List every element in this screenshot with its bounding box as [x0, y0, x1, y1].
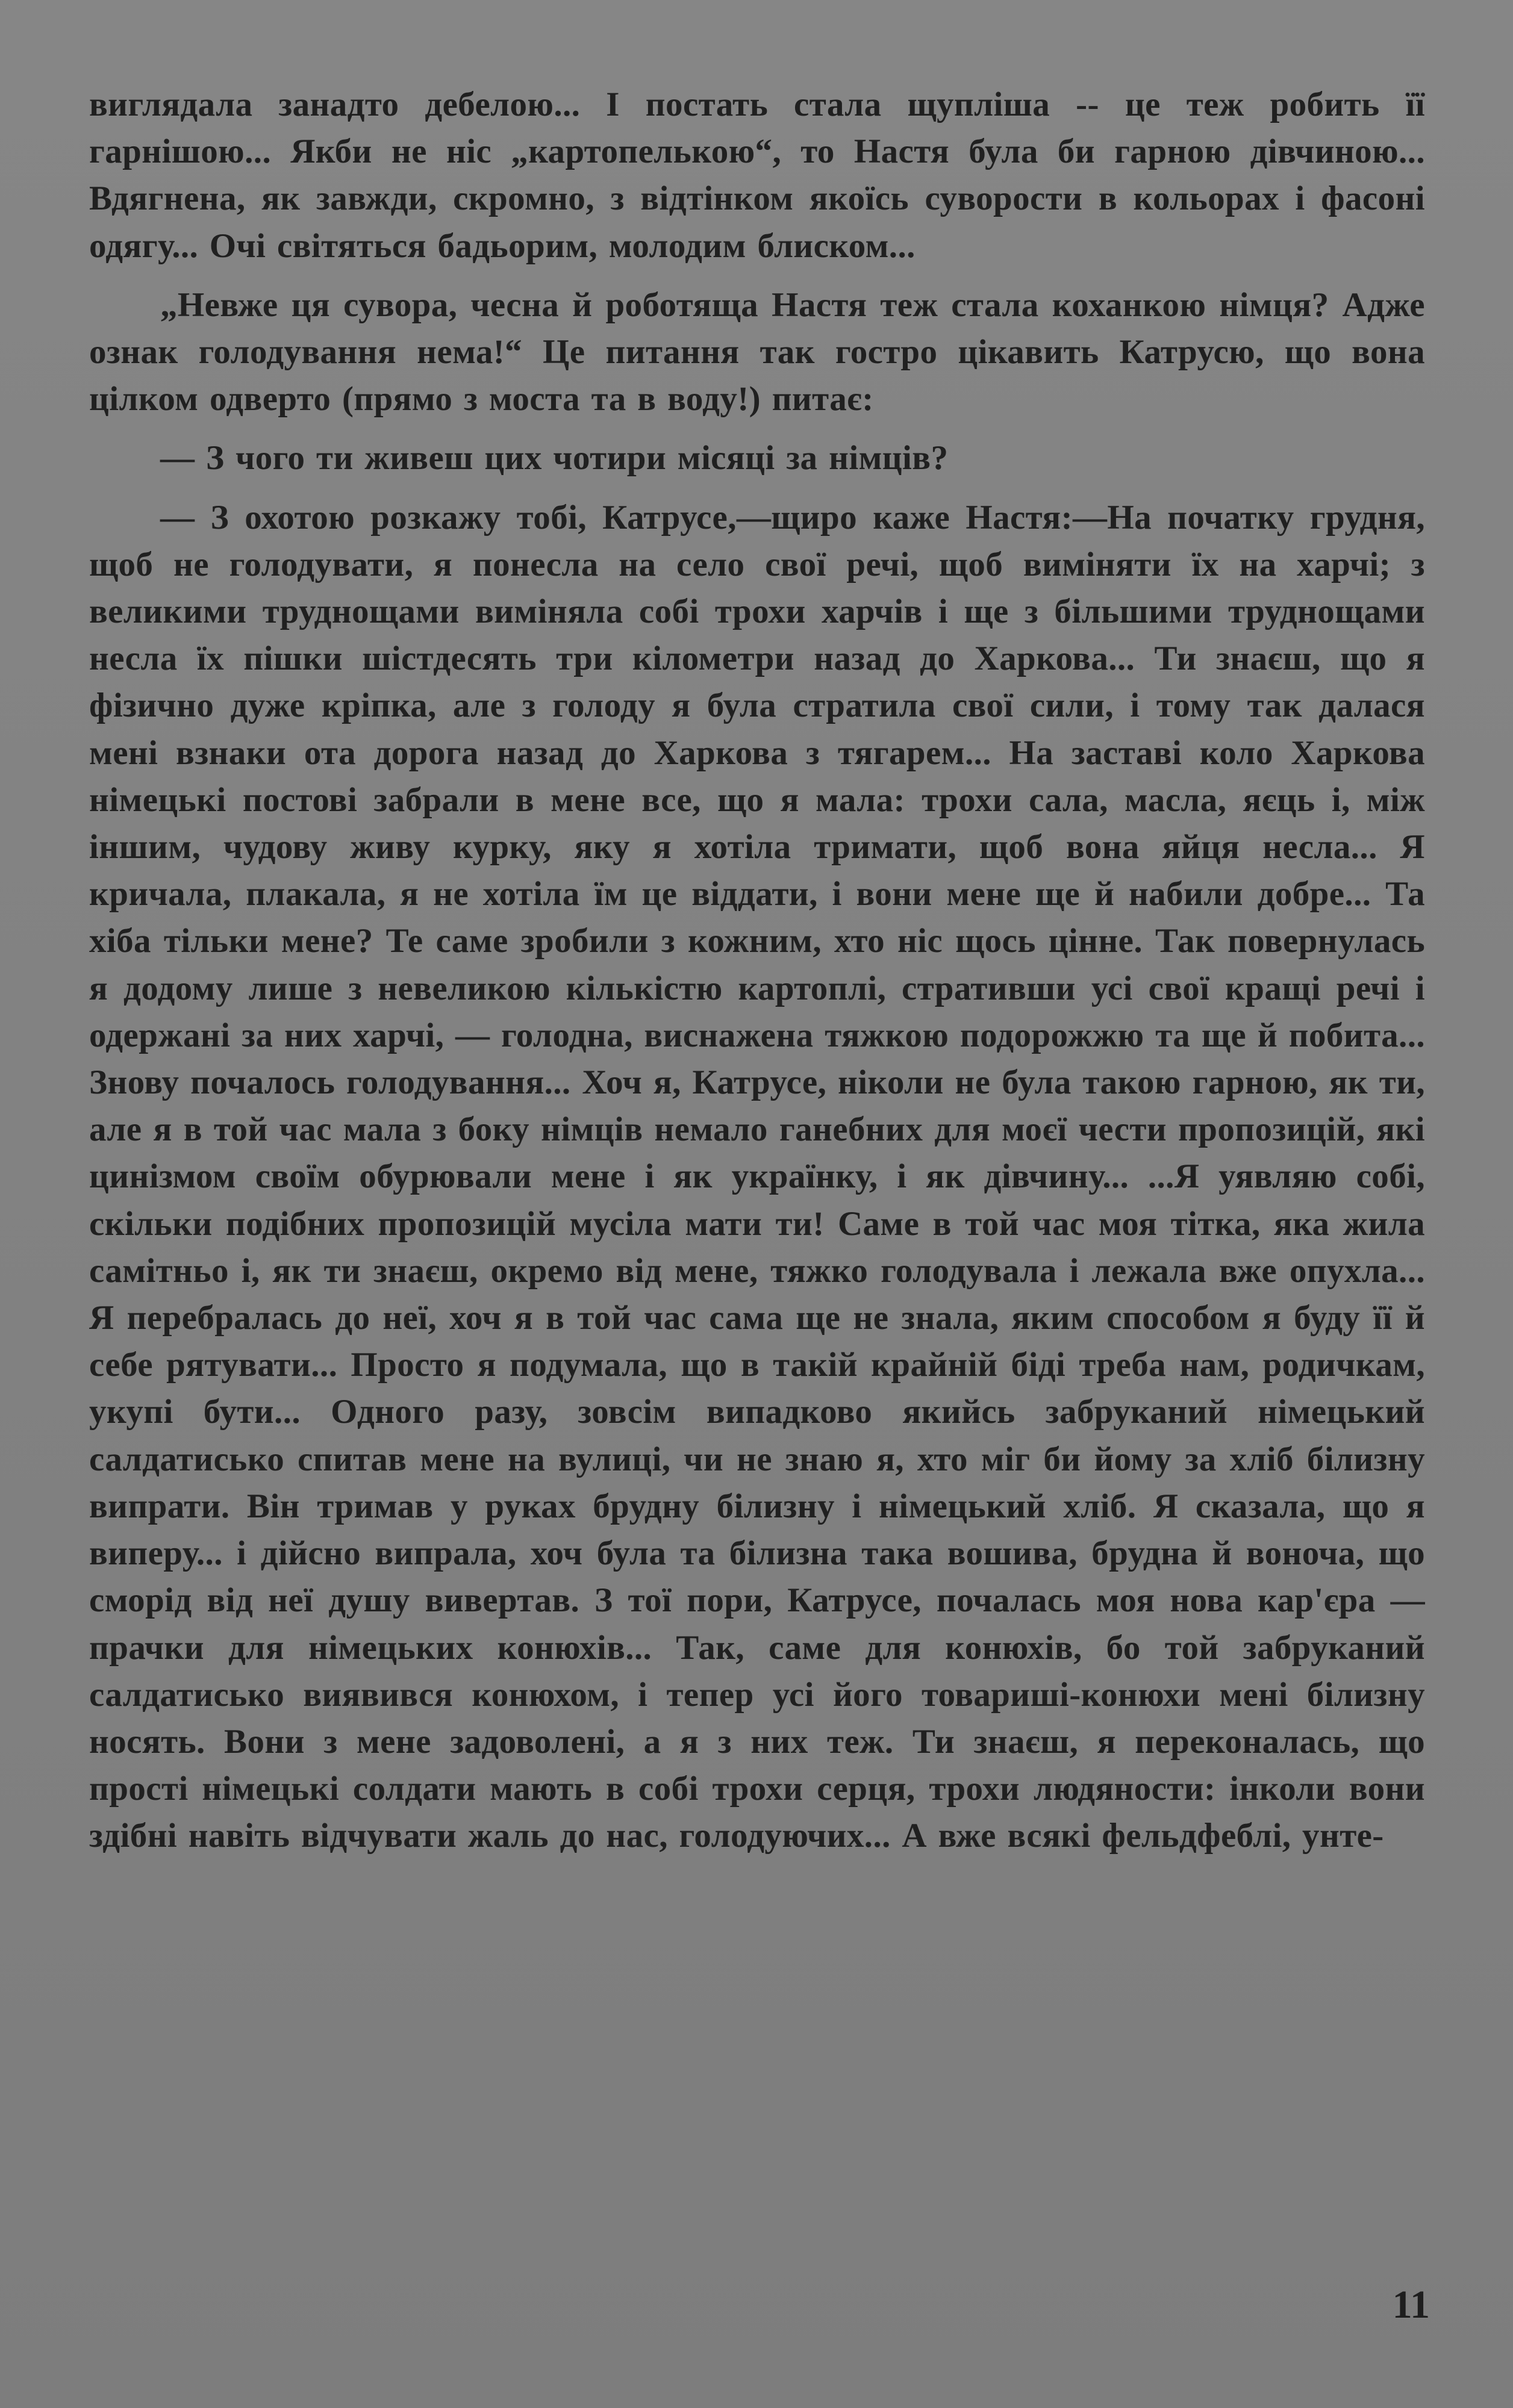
- paragraph-3: — З чого ти живеш цих чотири місяці за німців?: [160, 439, 949, 478]
- paragraph-2: „Невже ця сувора, чесна й роботяща Настя теж стала коханкою німця? Адже ознак голодування нема!“ Це питання так гостро цікавить Катрусю, що вона цілком одверто (прямо з моста та в воду!) питає:: [89, 285, 1425, 418]
- paragraph-1: виглядала занадто дебелою... І постать стала щупліша -- це теж робить її гарнішою... Якби не ніс „картопелькою“, то Настя була би гарною дівчиною... Вдягнена, як завжди, скромно, з відтінком якоїсь суворости в кольорах і фасоні одягу... Очі світяться бадьорим, молодим блиском...: [89, 86, 1425, 265]
- page-number: 11: [1392, 2283, 1430, 2327]
- text-body: [89, 81, 1425, 1872]
- paragraph-4: — З охотою розкажу тобі, Катрусе,—щиро каже Настя:—На початку грудня, щоб не голодувати, я понесла на село свої речі, щоб виміняти їх на харчі; з великими труднощами виміняла собі трохи харчів і ще з більшими труднощами несла їх пішки шістдесять три кілометри назад до Харкова... Ти знаєш, що я фізично дуже кріпка, але з голоду я була стратила свої сили, і тому так далася мені взнаки ота дорога назад до Харкова з тягарем... На заставі коло Харкова німецькі постові забрали в мене все, що я мала: трохи сала, масла, яєць і, між іншим, чудову живу курку, яку я хотіла тримати, щоб вона яйця несла... Я кричала, плакала, я не хотіла їм це віддати, і вони мене ще й набили добре... Та хіба тільки мене? Те саме зробили з кожним, хто ніс щось цінне. Так повернулась я додому лише з невеликою кількістю картоплі, стративши усі свої кращі речі і одержані за них харчі, — голодна, виснажена тяжкою подорожжю та ще й побита... Знову почалось голодування... Хоч я, Катрусе, ніколи не була такою гарною, як ти, але я в той час мала з боку німців немало ганебних для моєї чести пропозицій, які цинізмом своїм обурювали мене і як українку, і як дівчину... ...Я уявляю собі, скільки подібних пропозицій мусіла мати ти! Саме в той час моя тітка, яка жила самітньо і, як ти знаєш, окремо від мене, тяжко голодувала і лежала вже опухла... Я перебралась до неї, хоч я в той час сама ще не знала, яким способом я буду її й себе рятувати... Просто я подумала, що в такій крайній біді треба нам, родичкам, укупі бути... Одного разу, зовсім випадково якийсь забруканий німецький салдатисько спитав мене на вулиці, чи не знаю я, хто міг би йому за хліб білизну випрати. Він тримав у руках брудну білизну і німецький хліб. Я сказала, що я виперу... і дійсно випрала, хоч була та білизна така вошива, брудна й воноча, що сморід від неї душу вивертав. З тої пори, Катрусе, почалась моя нова кар'єра — прачки для німецьких конюхів... Так, саме для конюхів, бо той забруканий салдатисько виявився конюхом, і тепер усі його товариші-конюхи мені білизну носять. Вони з мене задоволені, а я з них теж. Ти знаєш, я переконалась, що прості німецькі солдати мають в собі трохи серця, трохи людяности: інколи вони здібні навіть відчувати жаль до нас, голодуючих... А вже всякі фельдфеблі, унте-: [89, 498, 1425, 1855]
